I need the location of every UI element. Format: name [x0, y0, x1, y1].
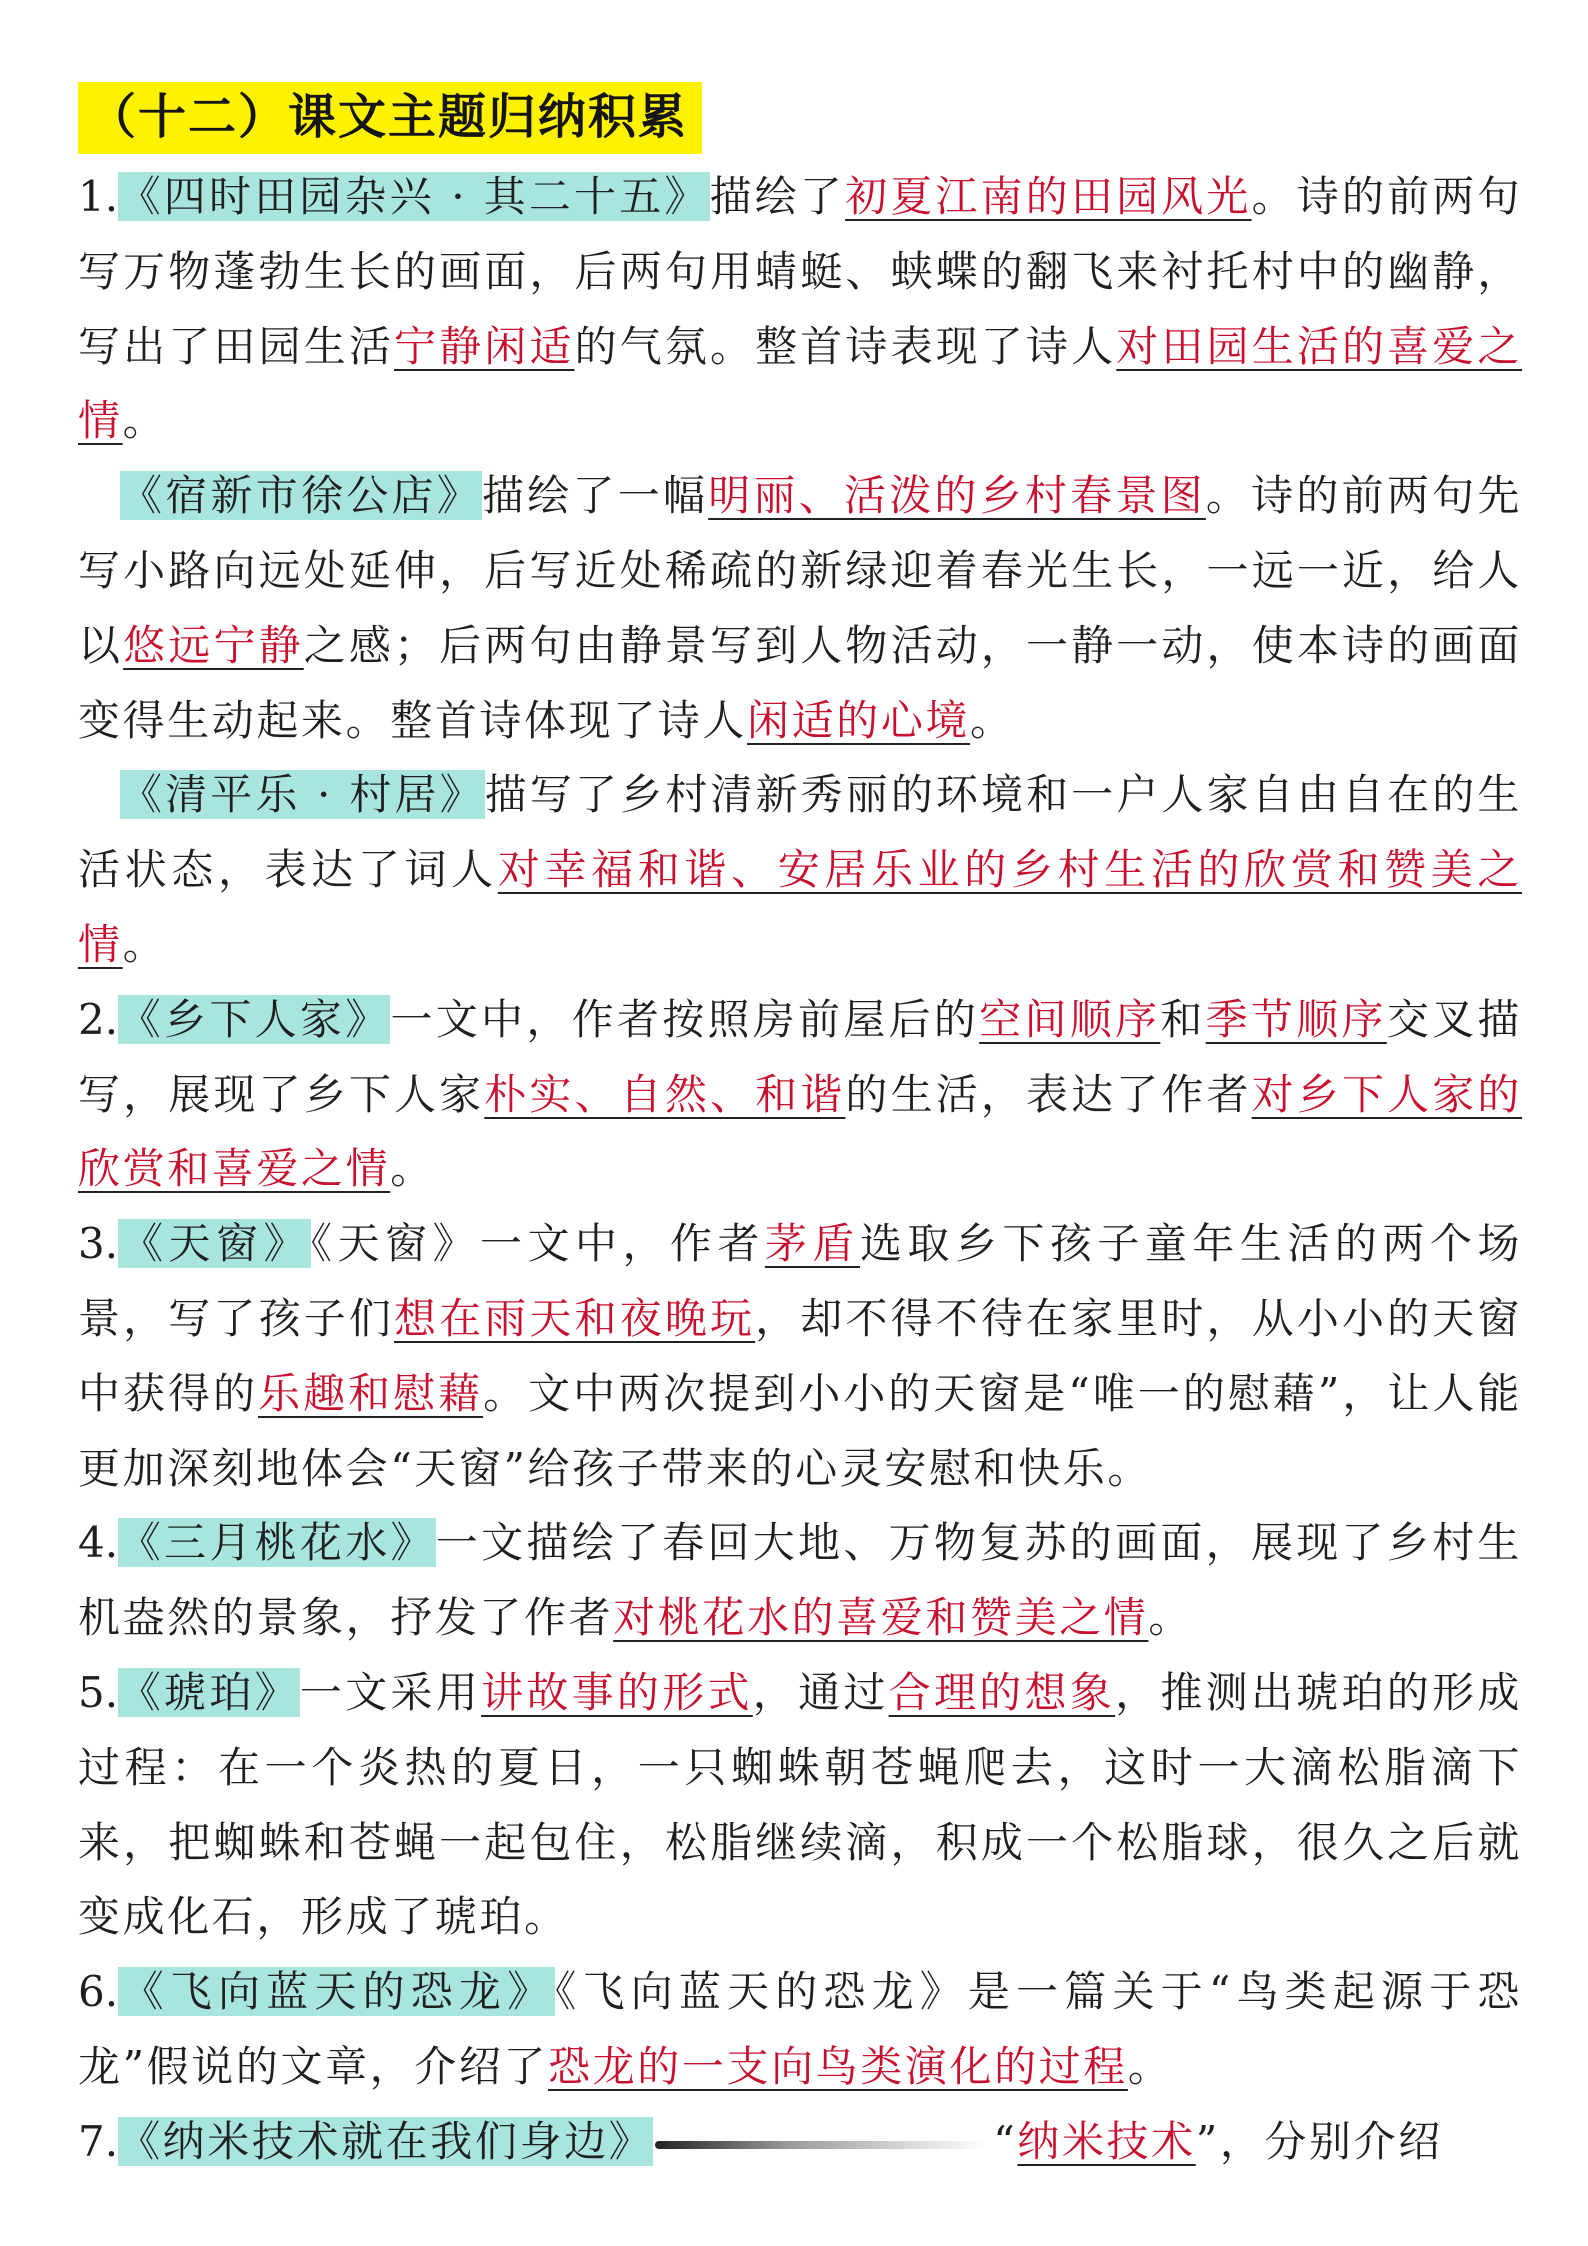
paragraph-9 [78, 2105, 1522, 2180]
key-phrase: 对田园生活的喜爱之情 [78, 321, 1523, 446]
item-number: 7. [78, 2116, 119, 2166]
lesson-title: 《天窗》 [118, 1219, 311, 1269]
key-phrase: 季节顺序 [1205, 994, 1387, 1044]
body-text: ”，分别介绍 [1195, 2116, 1443, 2166]
body-text: 。 [122, 919, 168, 969]
lesson-title: 《四时田园杂兴 · 其二十五》 [118, 172, 710, 221]
lesson-title: 《琥珀》 [118, 1667, 300, 1717]
body-text: 。 [390, 1144, 435, 1194]
key-phrase: 悠远宁静 [123, 620, 304, 670]
item-number: 1. [78, 172, 119, 221]
body-text: 《飞向蓝天的恐龙》是一篇关于“鸟类起源于恐龙”假说的文章，介绍了 [78, 1967, 1522, 2091]
key-phrase: 明丽、活泼的乡村春景图 [708, 471, 1206, 521]
key-phrase: 恐龙的一支向鸟类演化的过程 [548, 2041, 1128, 2091]
paragraph-1 [78, 160, 1522, 459]
fade-out-dash [655, 2141, 985, 2149]
body-text: 。文中两次提到小小的天窗是“唯一的慰藉”，让人能更加深刻地体会“天窗”给孩子带来的心灵安慰和快乐。 [78, 1368, 1522, 1493]
item-number: 2. [78, 994, 119, 1044]
body-text: ，通过 [752, 1667, 889, 1717]
key-phrase: 讲故事的形式 [481, 1667, 753, 1717]
body-text: ，推测出琥珀的形成过程：在一个炎热的夏日，一只蜘蛛朝苍蝇爬去，这时一大滴松脂滴下来，把蜘蛛和苍蝇一起包住，松脂继续滴，积成一个松脂球，很久之后就变成化石，形成了琥珀。 [78, 1667, 1522, 1942]
item-number: 6. [78, 1967, 119, 2017]
key-phrase: 初夏江南的田园风光 [845, 172, 1252, 221]
body-text: 。 [1148, 1593, 1194, 1643]
lesson-title: 《飞向蓝天的恐龙》 [118, 1967, 556, 2017]
paragraph-6 [78, 1506, 1522, 1656]
key-phrase: 朴实、自然、和谐 [484, 1069, 846, 1119]
body-text: 一文采用 [299, 1667, 482, 1717]
body-text: 交叉描写，展现了乡下人家 [78, 994, 1522, 1119]
key-phrase: 对桃花水的喜爱和赞美之情 [613, 1593, 1149, 1643]
item-number: 3. [78, 1219, 119, 1269]
body-text: ，却不得不待在家里时，从小小的天窗中获得的 [78, 1293, 1523, 1418]
paragraph-4 [78, 983, 1522, 1207]
key-phrase: 合理的想象 [888, 1667, 1116, 1717]
document-body [78, 160, 1522, 2180]
body-text: 之感；后两句由静景写到人物活动，一静一动，使本诗的画面变得生动起来。整首诗体现了诗人 [78, 620, 1523, 745]
body-text: 的气氛。整首诗表现了诗人 [574, 321, 1117, 371]
lesson-title: 《宿新市徐公店》 [120, 471, 482, 521]
body-text: 的生活，表达了作者 [845, 1069, 1252, 1119]
body-text: 。 [122, 396, 168, 446]
body-text: “ [993, 2116, 1018, 2166]
key-phrase: 对幸福和谐、安居乐业的乡村生活的欣赏和赞美之情 [78, 845, 1523, 969]
key-phrase: 想在雨天和夜晚玩 [394, 1293, 756, 1343]
key-phrase: 宁静闲适 [394, 321, 575, 371]
body-text: 。诗的前两句先写小路向远处延伸，后写近处稀疏的新绿迎着春光生长，一远一近，给人以 [78, 471, 1522, 670]
body-text: 和 [1160, 994, 1206, 1044]
body-text: 描绘了一幅 [481, 471, 709, 521]
key-phrase: 纳米技术 [1017, 2116, 1196, 2166]
item-number: 4. [78, 1518, 119, 1568]
lesson-title: 《三月桃花水》 [118, 1518, 436, 1568]
body-text: 描写了乡村清新秀丽的环境和一户人家自由自在的生活状态，表达了词人 [78, 770, 1522, 895]
body-text: 。 [1127, 2041, 1173, 2091]
body-text: 一文描绘了春回大地、万物复苏的画面，展现了乡村生机盎然的景象，抒发了作者 [78, 1518, 1522, 1643]
body-text: 。诗的前两句写万物蓬勃生长的画面，后两句用蜻蜓、蛱蝶的翻飞来衬托村中的幽静，写出了田园生活 [78, 172, 1522, 371]
paragraph-5 [78, 1207, 1522, 1506]
body-text: 一文中，作者按照房前屋后的 [390, 994, 980, 1044]
key-phrase: 空间顺序 [979, 994, 1161, 1044]
lesson-title: 《纳米技术就在我们身边》 [118, 2116, 654, 2166]
lesson-title: 《清平乐 · 村居》 [120, 770, 485, 820]
section-heading: （十二）课文主题归纳积累 [78, 82, 702, 154]
lesson-title: 《乡下人家》 [118, 994, 391, 1044]
paragraph-3 [78, 758, 1522, 982]
body-text: 《天窗》一文中，作者 [310, 1219, 765, 1269]
key-phrase: 乐趣和慰藉 [258, 1368, 484, 1418]
body-text: 。 [970, 695, 1015, 745]
key-phrase: 对乡下人家的欣赏和喜爱之情 [78, 1069, 1523, 1194]
key-phrase: 闲适的心境 [747, 695, 971, 745]
key-phrase: 茅盾 [764, 1219, 860, 1269]
item-number: 5. [78, 1667, 119, 1717]
body-text: 描绘了 [709, 172, 846, 221]
body-text: 选取乡下孩子童年生活的两个场景，写了孩子们 [78, 1219, 1522, 1343]
paragraph-2 [78, 459, 1522, 758]
paragraph-7 [78, 1656, 1522, 1955]
paragraph-8 [78, 1955, 1522, 2105]
